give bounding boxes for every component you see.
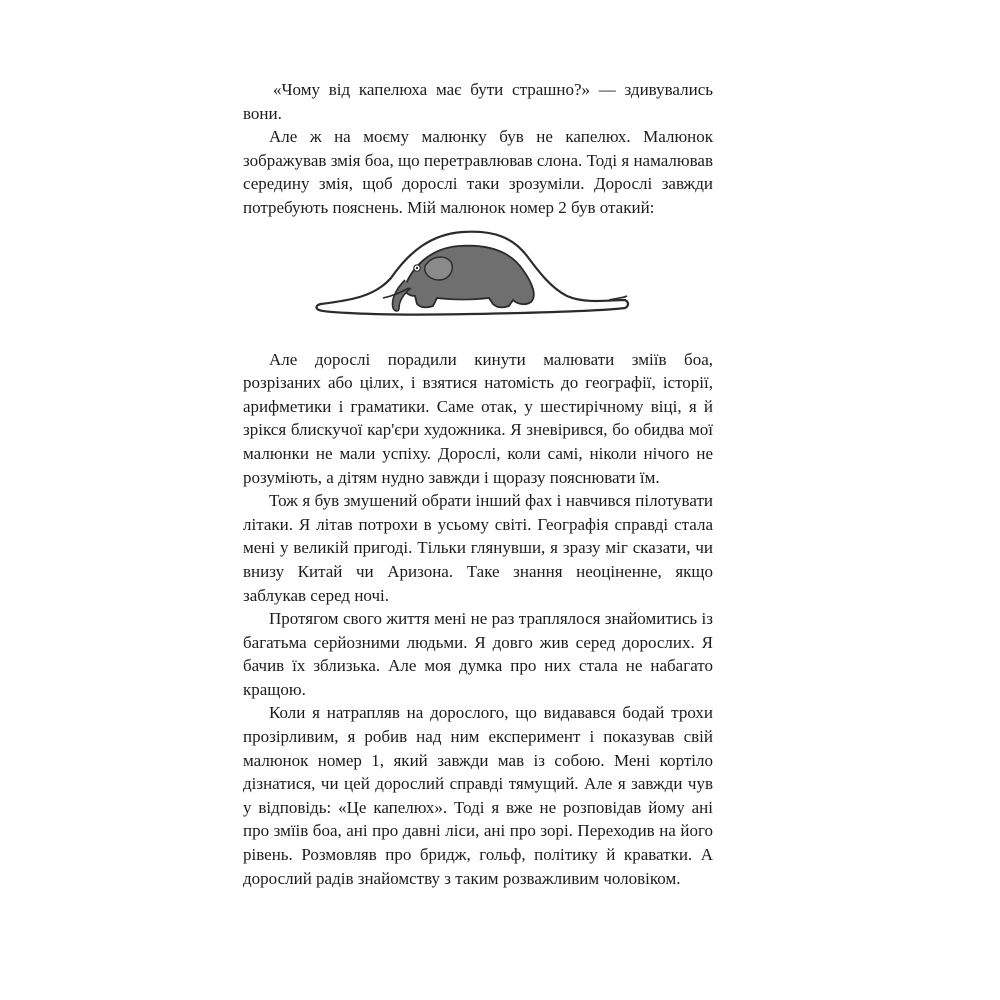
paragraph-3: Але дорослі порадили кинути малювати зміїв боа, розрізаних або цілих, і взятися натомість до географії, історії, арифметики і граматики. Саме отак, у шестирічному віці, я й зрікся блискучої кар'єри художника. Я зневірився, бо обидва мої малюнки не мали успіху. Дорослі, коли самі, ніколи нічого не розуміють, а дітям нудно завжди і щоразу пояснювати їм.: [243, 349, 713, 487]
boa-elephant-icon: [313, 226, 633, 326]
paragraph-6: Коли я натрапляв на дорослого, що видавався бодай трохи прозірливим, я робив над ним експеримент і показував свій малюнок номер 1, який завжди мав із собою. Мені кортіло дізнатися, чи цей дорослий справді тямущий. Але я завжди чув у відповідь: «Це капелюх». Тоді я вже не розповідав йому ані про змїів боа, ані про давні ліси, ані про зорі. Переходив на його рівень. Розмовляв про бридж, гольф, політику й краватки. А дорослий радів знайомству з таким розважливим чоловіком.: [243, 703, 713, 888]
paragraph-1: «Чому від капелюха має бути страшно?» — здивувались вони.: [243, 80, 713, 123]
paragraph-4: Тож я був змушений обрати інший фах і навчився пілотувати літаки. Я літав потрохи в усьому світі. Географія справді стала мені у великій пригоді. Тільки глянувши, я зразу міг сказати, чи внизу Китай чи Аризона. Таке знання неоціненне, якщо заблукав серед ночі.: [243, 491, 713, 605]
book-page: [243, 78, 713, 890]
paragraph-2: Але ж на моєму малюнку був не капелюх. Малюнок зображував змія боа, що перетравлював слона. Тоді я намалював середину змія, щоб дорослі таки зрозуміли. Дорослі завжди потребують пояснень. Мій малюнок номер 2 був отакий:: [243, 127, 713, 217]
paragraph-5: Протягом свого життя мені не раз траплялося знайомитись із багатьма серйозними людьми. Я довго жив серед дорослих. Я бачив їх зблизька. Але моя думка про них стала не набагато кращою.: [243, 609, 713, 699]
illustration-boa-elephant: [243, 226, 713, 336]
